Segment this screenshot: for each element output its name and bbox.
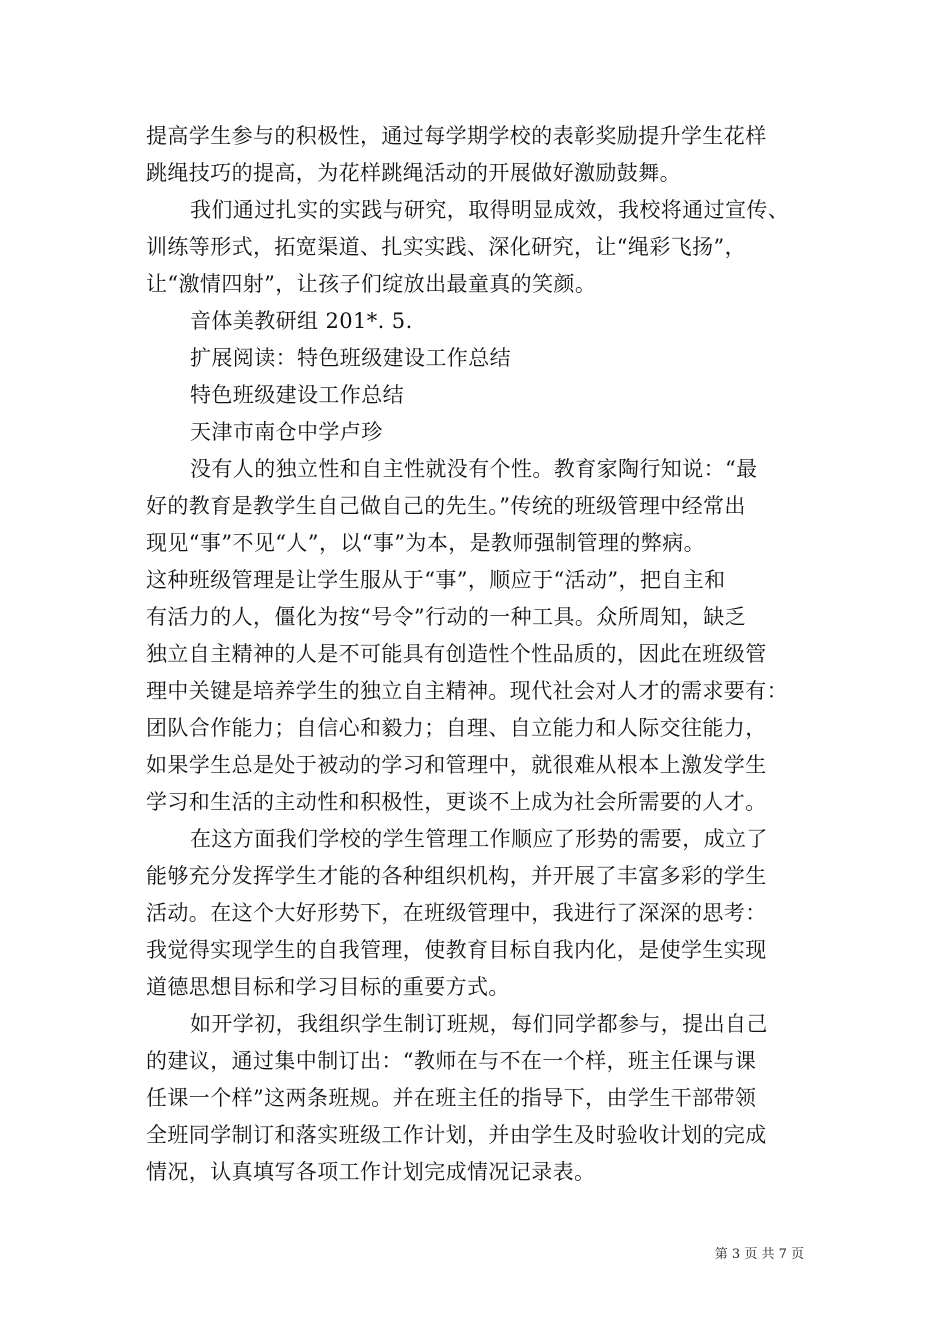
text-line: 理中关键是培养学生的独立自主精神。现代社会对人才的需求要有： [146,679,788,703]
text-line: 特色班级建设工作总结 [190,383,404,407]
document-body [146,118,810,1191]
page-number: 第 3 页 共 7 页 [714,1247,804,1262]
text-line: 训练等形式，拓宽渠道、扎实实践、深化研究，让“绳彩飞扬”， [146,235,747,259]
text-line: 我们通过扎实的实践与研究，取得明显成效，我校将通过宣传、 [190,198,790,222]
text-line: 能够充分发挥学生才能的各种组织机构，并开展了丰富多彩的学生 [146,864,767,888]
text-line: 现见“事”不见“人”，以“事”为本，是教师强制管理的弊病。 [146,531,706,555]
text-line: 如开学初，我组织学生制订班规，每们同学都参与，提出自己 [190,1012,768,1036]
text-line: 如果学生总是处于被动的学习和管理中，就很难从根本上激发学生 [146,753,767,777]
text-line: 任课一个样”这两条班规。并在班主任的指导下，由学生干部带领 [146,1086,757,1110]
text-line: 在这方面我们学校的学生管理工作顺应了形势的需要，成立了 [190,827,768,851]
text-line: 全班同学制订和落实班级工作计划，并由学生及时验收计划的完成 [146,1123,767,1147]
text-line: 我觉得实现学生的自我管理，使教育目标自我内化，是使学生实现 [146,938,767,962]
text-line: 天津市南仓中学卢珍 [190,420,383,444]
text-line: 独立自主精神的人是不可能具有创造性个性品质的，因此在班级管 [146,642,767,666]
text-line: 情况，认真填写各项工作计划完成情况记录表。 [146,1160,596,1184]
text-line: 这种班级管理是让学生服从于“事”，顺应于“活动”，把自主和 [146,568,726,592]
text-line: 好的教育是教学生自己做自己的先生。”传统的班级管理中经常出 [146,494,746,518]
text-line: 道德思想目标和学习目标的重要方式。 [146,975,510,999]
text-line: 团队合作能力；自信心和毅力；自理、自立能力和人际交往能力， [146,716,767,740]
text-line: 让“激情四射”，让孩子们绽放出最童真的笑颜。 [146,272,597,296]
text-line: 提高学生参与的积极性，通过每学期学校的表彰奖励提升学生花样 [146,124,767,148]
text-line: 的建议，通过集中制订出：“教师在与不在一个样，班主任课与课 [146,1049,757,1073]
text-line: 没有人的独立性和自主性就没有个性。教育家陶行知说：“最 [190,457,758,481]
text-line: 学习和生活的主动性和积极性，更谈不上成为社会所需要的人才。 [146,790,767,814]
text-line: 音体美教研组 201*. 5. [190,309,413,333]
text-line: 跳绳技巧的提高，为花样跳绳活动的开展做好激励鼓舞。 [146,161,681,185]
text-line: 活动。在这个大好形势下，在班级管理中，我进行了深深的思考： [146,901,767,925]
text-line: 有活力的人，僵化为按“号令”行动的一种工具。众所周知，缺乏 [146,605,747,629]
text-line: 扩展阅读：特色班级建设工作总结 [190,346,511,370]
